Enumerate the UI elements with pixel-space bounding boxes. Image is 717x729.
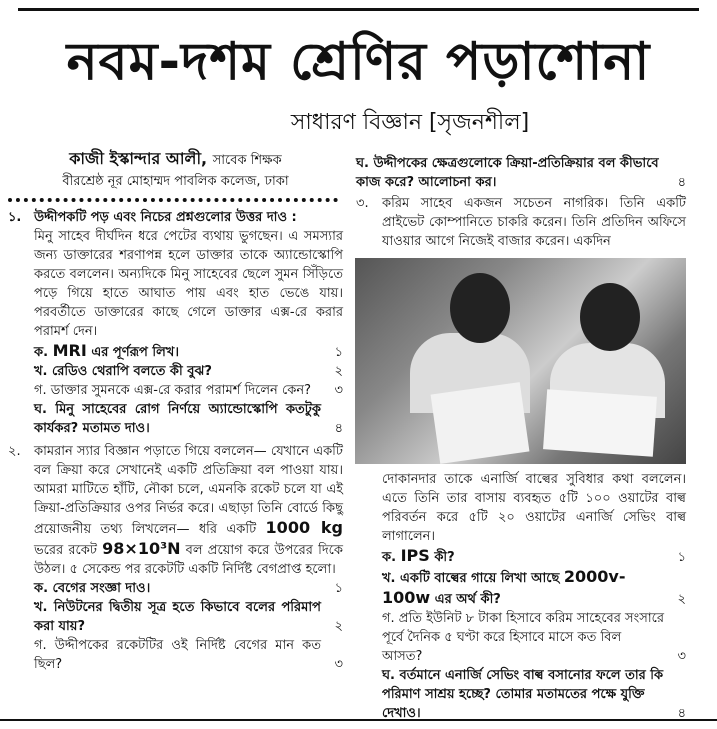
student-head — [450, 273, 510, 343]
right-column-lower — [382, 470, 686, 723]
kha-text-a: খ. একটি বাল্বের গায়ে লিখা আছে — [382, 571, 560, 586]
ga-text: গ. প্রতি ইউনিট ৮ টাকা হিসাবে করিম সাহেবের সংসারে পূর্বে দৈনিক ৫ ঘণ্টা করে হিসাবে মাসে কত বিল আসত? — [382, 611, 664, 664]
question-intro: উদ্দীপকটি পড় এবং নিচের প্রশ্নগুলোর উত্তর দাও : — [34, 210, 297, 225]
exam-paper — [431, 382, 530, 464]
question-stem: মিনু সাহেব দীর্ঘদিন ধরে পেটের ব্যথায় ভুগছেন। এ সমস্যার জন্য ডাক্তারের শরণাপন্ন হলে ডাক্তার তাকে অ্যান্ডোস্কোপি করতে বললেন। অন্যদিকে মিনু সাহেবের ছেলে সুমন সিঁড়িতে পড়ে গিয়ে হাতে আঘাত পায় এবং হাত ভেঙে যায়। পরবর্তীতে ডাক্তারের কাছে গেলে ডাক্তার এক্স-রে করার পরামর্শ দেন। — [34, 229, 343, 339]
sub-question-gha — [382, 666, 686, 723]
question-number: ৩. — [356, 196, 369, 211]
mark: ২ — [677, 592, 686, 607]
question-1 — [8, 208, 343, 438]
sub-question-kha — [34, 362, 343, 381]
ka-prefix: ক. — [382, 550, 397, 565]
left-column — [8, 148, 343, 674]
mark: ৩ — [334, 383, 343, 398]
mark: ১ — [334, 581, 343, 596]
author-role: সাবেক শিক্ষক — [212, 153, 282, 168]
sub-question-gha — [356, 154, 686, 192]
mark: ৩ — [334, 657, 343, 672]
question-number: ২. — [8, 444, 21, 459]
applied-force: 98×10³N — [102, 539, 181, 558]
sub-question-ga — [34, 381, 343, 400]
mark: ৩ — [677, 649, 686, 664]
kha-text-b: এর অর্থ কী? — [434, 592, 501, 607]
bottom-rule — [0, 719, 717, 721]
mark: ২ — [334, 619, 343, 634]
page-title: নবম-দশম শ্রেণির পড়াশোনা — [66, 32, 651, 92]
sub-question-ga — [34, 636, 343, 674]
subject-heading: সাধারণ বিজ্ঞান [সৃজনশীল] — [290, 110, 530, 135]
stem-part-a: কামরান স্যার বিজ্ঞান পড়াতে গিয়ে বললেন— যেখানে একটি বল ক্রিয়া করে সেখানেই একটি প্রতিক্রিয়া বল পাওয়া যায়। আমরা মাটিতে হাঁটি, নৌকা চলে, এমনকি রকেট চলে যা এই ক্রিয়া-প্রতিক্রিয়ার ওপর নির্ভর করে। এছাড়া তিনি বোর্ডে কিছু প্রয়োজনীয় তথ্য লিখলেন— ধরি একটি — [34, 444, 343, 537]
stem-part-b: ভরের রকেট — [34, 543, 97, 558]
mark: ১ — [334, 345, 343, 360]
ka-prefix: ক. — [34, 345, 49, 360]
gha-text: ঘ. মিনু সাহেবের রোগ নির্ণয়ে অ্যান্ডোস্কোপি কতটুকু কার্যকর? মতামত দাও। — [34, 402, 321, 436]
sub-question-kha — [382, 567, 686, 609]
exam-paper — [543, 389, 657, 457]
question-number: ১. — [8, 210, 22, 225]
students-photo — [355, 258, 686, 464]
kha-text: খ. রেডিও থেরাপি বলতে কী বুঝ? — [34, 364, 212, 379]
sub-question-ka — [382, 546, 686, 567]
sub-question-kha — [34, 598, 343, 636]
author-line — [8, 148, 343, 172]
kha-text: খ. নিউটনের দ্বিতীয় সূত্র হতে কিভাবে বলের পরিমাপ করা যায়? — [34, 600, 321, 634]
top-rule — [18, 0, 699, 11]
ka-text: এর পূর্ণরূপ লিখ। — [91, 345, 179, 360]
gha-text: ঘ. উদ্দীপকের ক্ষেত্রগুলোকে ক্রিয়া-প্রতিক্রিয়ার বল কীভাবে কাজ করে? আলোচনা কর। — [356, 156, 659, 190]
ka-text: কী? — [434, 550, 455, 565]
mark: ৪ — [677, 706, 686, 721]
ips-term: IPS — [400, 546, 430, 565]
question-3 — [356, 194, 686, 251]
gha-text: ঘ. বর্তমানে এনার্জি সেভিং বাল্ব বসানোর ফলে তার কি পরিমাণ সাশ্রয় হচ্ছে? তোমার মতামতের পক্ষে যুক্তি দেখাও। — [382, 668, 664, 721]
bulb-rating: 2000v-100w — [382, 567, 626, 607]
ka-text: ক. বেগের সংজ্ঞা দাও। — [34, 581, 151, 596]
mark: ৪ — [677, 175, 686, 190]
dotted-divider — [8, 198, 338, 202]
mark: ২ — [334, 364, 343, 379]
right-column — [356, 154, 686, 251]
author-institution: বীরশ্রেষ্ঠ নূর মোহাম্মদ পাবলিক কলেজ, ঢাকা — [62, 174, 289, 189]
question-stem-a: করিম সাহেব একজন সচেতন নাগরিক। তিনি একটি প্রাইভেট কোম্পানিতে চাকরি করেন। তিনি প্রতিদিন অফিসে যাওয়ার আগে নিজেই বাজার করেন। একদিন — [382, 196, 686, 249]
author-name: কাজী ইস্কান্দার আলী, — [69, 149, 208, 168]
sub-question-ka — [34, 341, 343, 362]
question-stem-b: দোকানদার তাকে এনার্জি বাল্বের সুবিধার কথা বললেন। এতে তিনি তার বাসায় ব্যবহৃত ৫টি ১০০ ওয়াটের বাল্ব পরিবর্তন করে ৫টি ২০ ওয়াটের এনার্জি সেভিং বাল্ব লাগালেন। — [382, 472, 686, 544]
mark: ৪ — [334, 421, 343, 436]
mark: ১ — [677, 550, 686, 565]
sub-question-gha — [34, 400, 343, 438]
student-head — [580, 283, 640, 351]
ga-text: গ. ডাক্তার সুমনকে এক্স-রে করার পরামর্শ দিলেন কেন? — [34, 383, 311, 398]
rocket-mass: 1000 kg — [265, 518, 343, 537]
mri-term: MRI — [52, 341, 87, 360]
sub-question-ka — [34, 579, 343, 598]
ga-text: গ. উদ্দীপকের রকেটটির ওই নির্দিষ্ট বেগের মান কত ছিল? — [34, 638, 321, 672]
sub-question-ga — [382, 609, 686, 666]
stem-part-c: বল প্রয়োগ করে উপরের দিকে উঠল। ৫ সেকেন্ড পর রকেটটি একটি নির্দিষ্ট বেগপ্রাপ্ত হলো। — [34, 543, 343, 577]
question-stem — [34, 442, 343, 579]
question-2 — [8, 442, 343, 674]
